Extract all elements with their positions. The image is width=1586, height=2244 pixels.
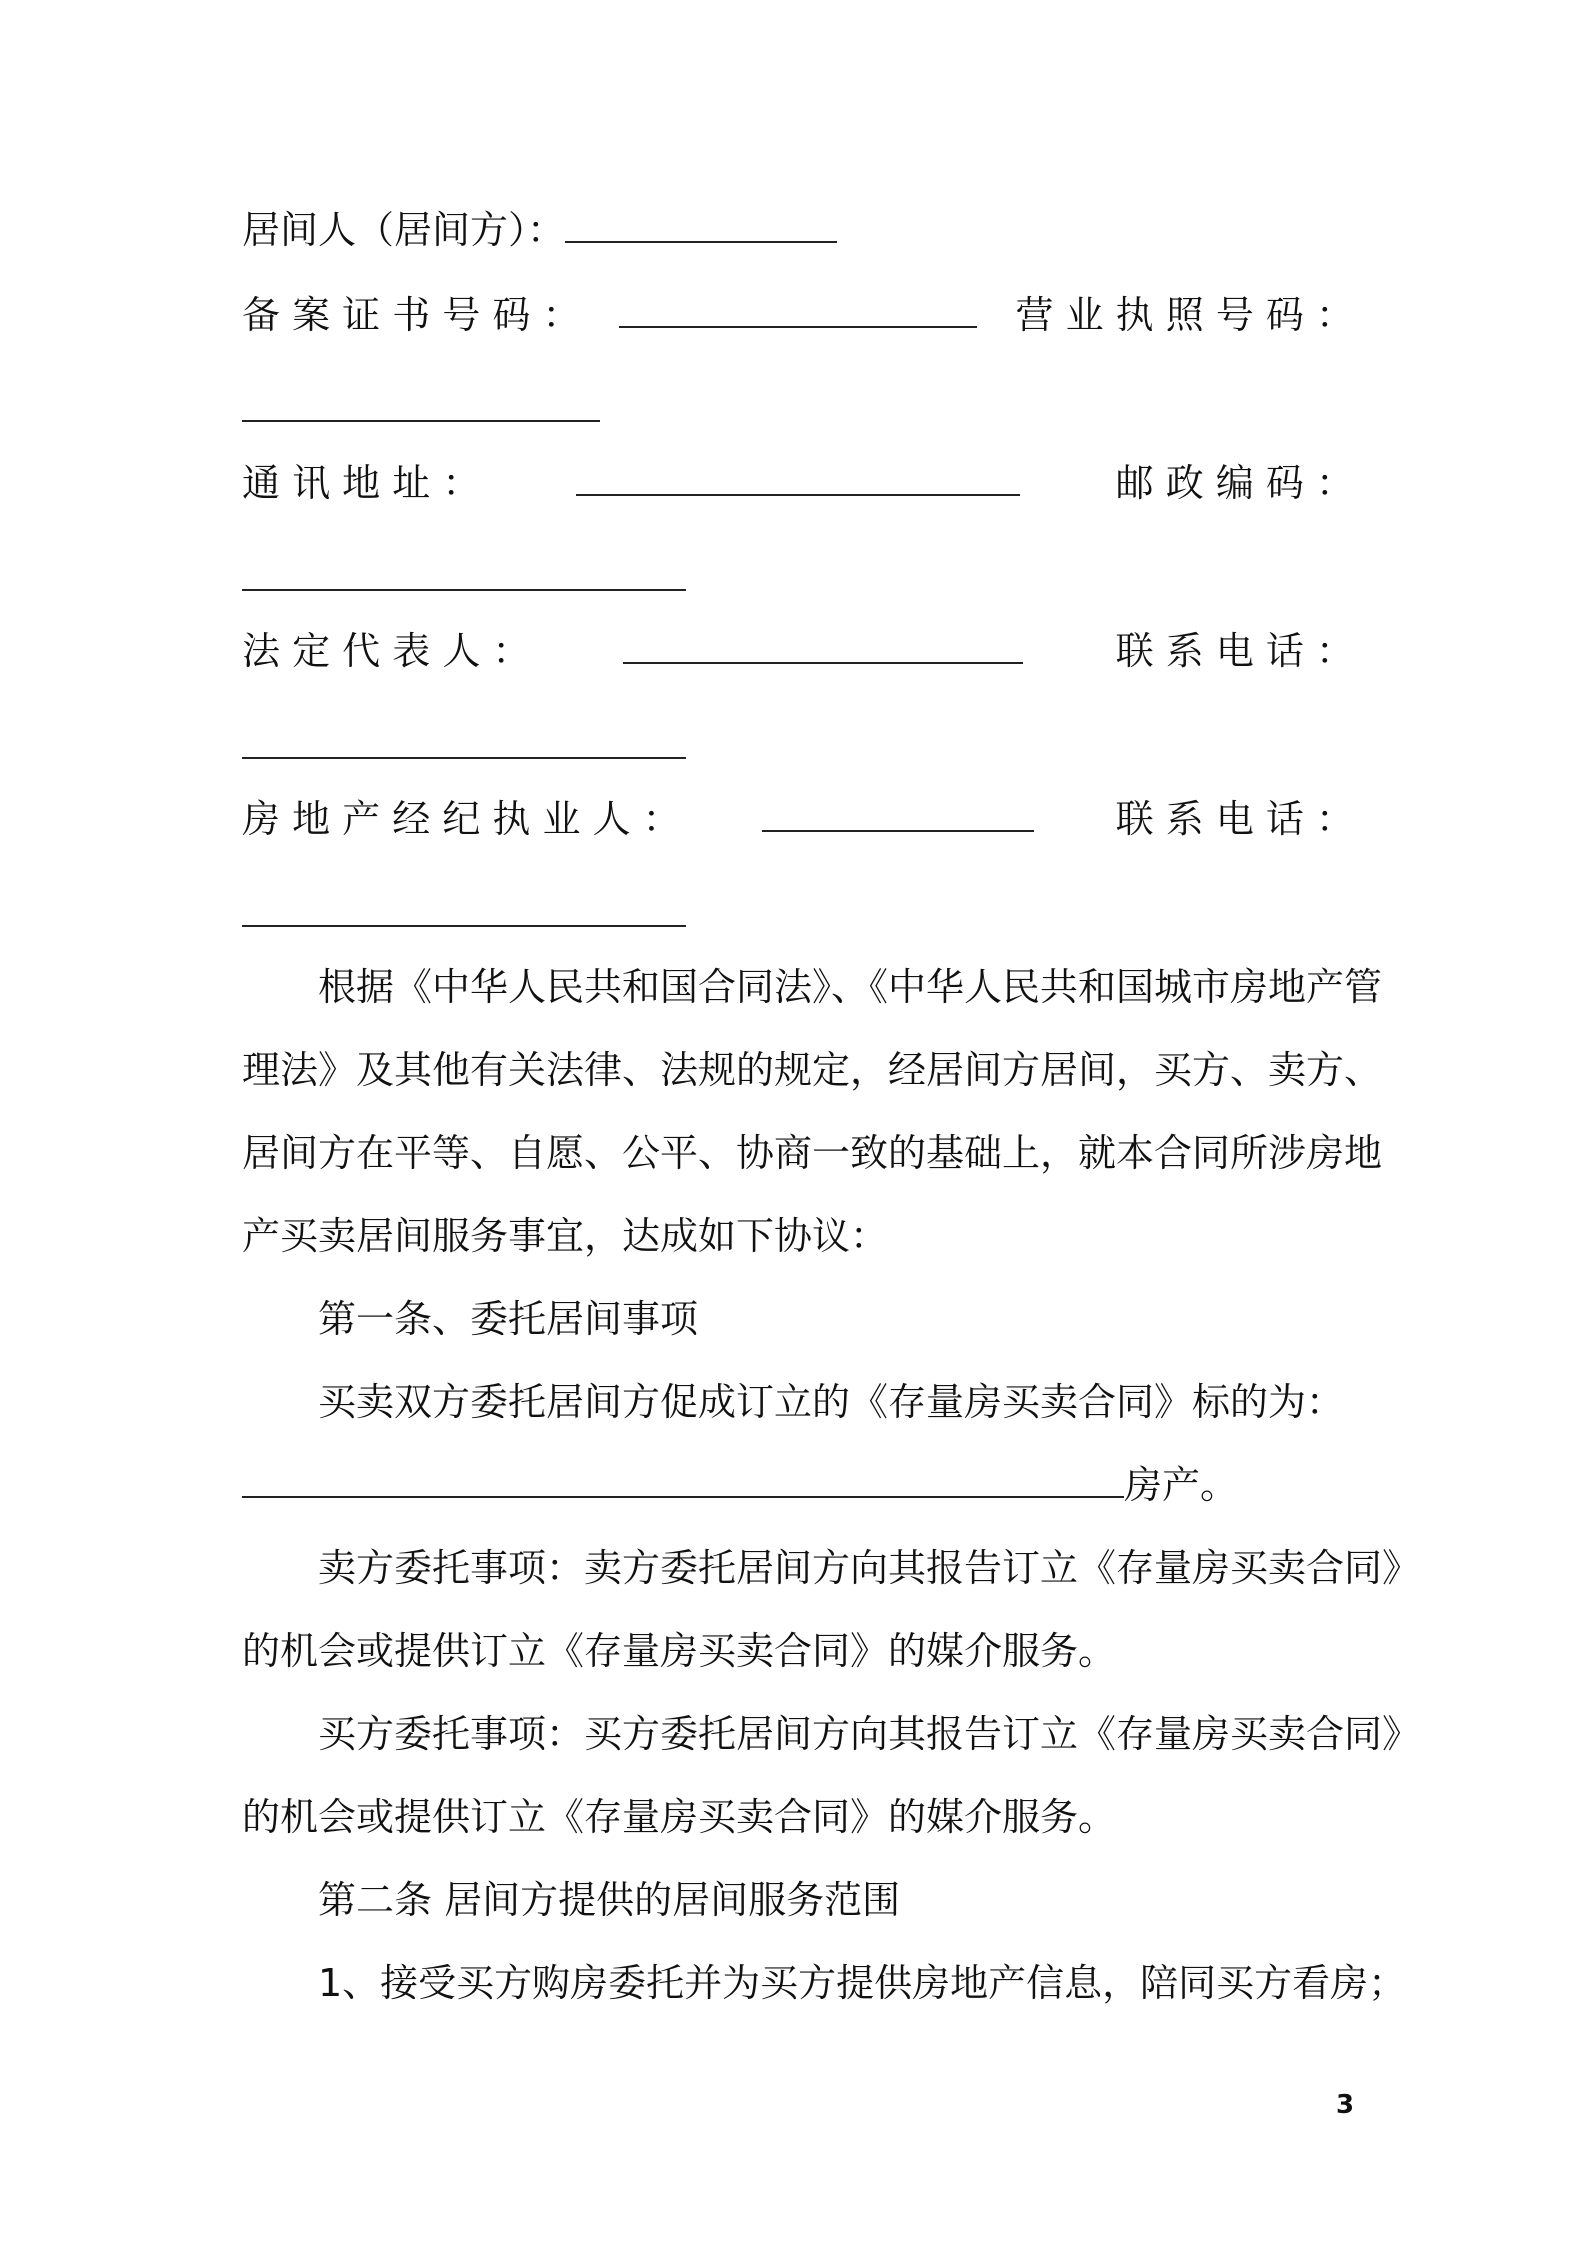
agent-row [242, 794, 1354, 844]
seller-line2: 的机会或提供订立《存量房买卖合同》的媒介服务。 [242, 1629, 1117, 1673]
business-license-blank [242, 420, 600, 422]
address-label: 通 讯 地 址 ： [242, 461, 481, 505]
record-cert-label: 备 案 证 书 号 码 ： [242, 293, 581, 337]
legal-rep-label: 法 定 代 表 人 ： [242, 629, 531, 673]
preamble-line-1: 根据《中华人民共和国合同法》、《中华人民共和国城市房地产管 [318, 965, 1383, 1009]
buyer-line1: 买方委托事项：买方委托居间方向其报告订立《存量房买卖合同》 [318, 1712, 1421, 1756]
article1-line1: 买卖双方委托居间方促成订立的《存量房买卖合同》标的为： [318, 1380, 1345, 1424]
legal-rep-blank [623, 632, 1023, 664]
article2-title: 第二条 居间方提供的居间服务范围 [318, 1878, 901, 1922]
legal-rep-row [242, 626, 1354, 676]
phone-blank-2 [242, 925, 686, 927]
article2-item1: 1、接受买方购房委托并为买方提供房地产信息，陪同买方看房； [318, 1961, 1407, 2005]
agent-label: 房 地 产 经 纪 执 业 人 ： [242, 797, 681, 841]
property-row [242, 1460, 1354, 1510]
intermediary-row [242, 205, 1354, 255]
property-suffix: 房产。 [1124, 1463, 1239, 1507]
cert-row [242, 290, 1354, 340]
address-row [242, 458, 1354, 508]
record-cert-blank [619, 296, 977, 328]
postcode-label: 邮 政 编 码 ： [1115, 461, 1354, 505]
intermediary-label: 居间人（居间方）： [242, 208, 566, 252]
phone-label-1: 联 系 电 话 ： [1115, 629, 1354, 673]
phone-label-2: 联 系 电 话 ： [1115, 797, 1354, 841]
buyer-line2: 的机会或提供订立《存量房买卖合同》的媒介服务。 [242, 1795, 1117, 1839]
seller-line1: 卖方委托事项：卖方委托居间方向其报告订立《存量房买卖合同》 [318, 1546, 1421, 1590]
postcode-blank [242, 589, 686, 591]
business-license-label: 营 业 执 照 号 码 ： [1015, 293, 1354, 337]
article1-title: 第一条、委托居间事项 [318, 1297, 699, 1341]
preamble-line-4: 产买卖居间服务事宜，达成如下协议： [242, 1214, 889, 1258]
address-blank [576, 464, 1020, 496]
agent-blank [762, 800, 1034, 832]
phone-blank-1 [242, 757, 686, 759]
preamble-line-2: 理法》及其他有关法律、法规的规定，经居间方居间，买方、卖方、 [242, 1048, 1383, 1092]
preamble-line-3: 居间方在平等、自愿、公平、协商一致的基础上，就本合同所涉房地 [242, 1131, 1383, 1175]
intermediary-blank [565, 211, 837, 243]
page-number: 3 [1336, 2090, 1355, 2120]
property-blank [242, 1466, 1124, 1498]
